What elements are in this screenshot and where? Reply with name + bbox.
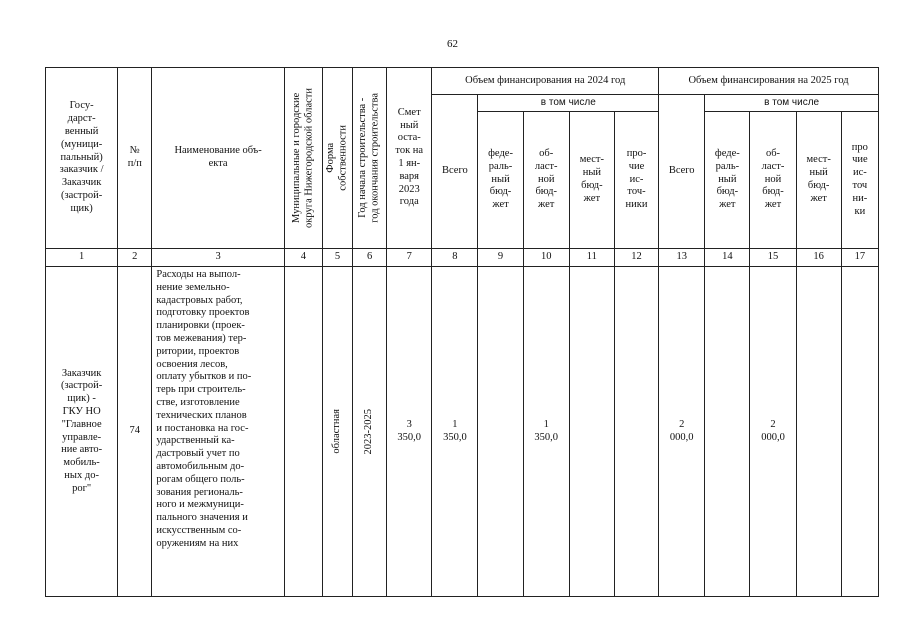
- header-regional-2025: об- ласт- ной бюд- жет: [750, 112, 796, 249]
- header-object-name: Наименование объ- екта: [152, 68, 284, 249]
- header-local-2024: мест- ный бюд- жет: [569, 112, 614, 249]
- cell-federal-2025: [705, 267, 750, 597]
- column-number: 17: [841, 249, 878, 267]
- header-local-2025: мест- ный бюд- жет: [796, 112, 841, 249]
- financing-table: [45, 67, 879, 597]
- header-including-2024: в том числе: [478, 95, 659, 112]
- header-federal-2024: феде- раль- ный бюд- жет: [478, 112, 523, 249]
- header-total-2025: Всего: [659, 95, 705, 249]
- cell-other-2025: [841, 267, 878, 597]
- column-number: 12: [614, 249, 658, 267]
- column-number: 6: [353, 249, 387, 267]
- cell-total-2025: 2 000,0: [659, 267, 705, 597]
- column-number: 16: [796, 249, 841, 267]
- header-years: Год начала строительства - год окончания строительства: [353, 68, 387, 249]
- cell-regional-2024: 1 350,0: [523, 267, 569, 597]
- table-row: [46, 267, 879, 597]
- column-number: 13: [659, 249, 705, 267]
- column-number: 1: [46, 249, 118, 267]
- header-total-2024: Всего: [432, 95, 478, 249]
- header-num: № п/п: [118, 68, 152, 249]
- cell-local-2024: [569, 267, 614, 597]
- cell-estimated-balance: 3 350,0: [387, 267, 432, 597]
- page-number: 62: [447, 38, 458, 50]
- column-number: 3: [152, 249, 284, 267]
- cell-regional-2025: 2 000,0: [750, 267, 796, 597]
- cell-total-2024: 1 350,0: [432, 267, 478, 597]
- header-regional-2024: об- ласт- ной бюд- жет: [523, 112, 569, 249]
- cell-local-2025: [796, 267, 841, 597]
- cell-federal-2024: [478, 267, 523, 597]
- cell-ownership: областная: [322, 267, 352, 597]
- header-funding-2024: Объем финансирования на 2024 год: [432, 68, 659, 95]
- cell-years: 2023-2025: [353, 267, 387, 597]
- column-number: 4: [284, 249, 322, 267]
- column-number: 2: [118, 249, 152, 267]
- header-other-2024: про- чие ис- точ- ники: [614, 112, 658, 249]
- column-number: 5: [322, 249, 352, 267]
- cell-other-2024: [614, 267, 658, 597]
- header-estimated-balance: Смет ный оста- ток на 1 ян- варя 2023 года: [387, 68, 432, 249]
- column-number: 11: [569, 249, 614, 267]
- column-number: 10: [523, 249, 569, 267]
- header-including-2025: в том числе: [705, 95, 879, 112]
- header-customer: Госу- дарст- венный (муници- пальный) заказчик / Заказчик (застрой- щик): [46, 68, 118, 249]
- cell-num: 74: [118, 267, 152, 597]
- column-number: 9: [478, 249, 523, 267]
- column-number: 15: [750, 249, 796, 267]
- column-number-row: [46, 249, 879, 267]
- header-other-2025: про чие ис- точ ни- ки: [841, 112, 878, 249]
- cell-object-name: Расходы на выпол- нение земельно- кадастровых работ, подготовку проектов планировки (проек- тов межевания) тер- ритории, проектов освоения лесов, оплату убытков и по- терь при строитель- стве, изготовление технических планов и постановка на гос- ударственный ка- дастровый учет по автомобильным до- рогам общего поль- зования региональ- ного и межмуници- пального значения и искусственным со- оружениям на них: [152, 267, 284, 597]
- header-federal-2025: феде- раль- ный бюд- жет: [705, 112, 750, 249]
- column-number: 7: [387, 249, 432, 267]
- header-funding-2025: Объем финансирования на 2025 год: [659, 68, 879, 95]
- column-number: 14: [705, 249, 750, 267]
- header-districts: Муниципальные и городские округа Нижегородской области: [284, 68, 322, 249]
- column-number: 8: [432, 249, 478, 267]
- header-ownership: Форма собственности: [322, 68, 352, 249]
- cell-customer: Заказчик (застрой- щик) - ГКУ НО "Главное управле- ние авто- мобиль- ных до- рог": [46, 267, 118, 597]
- cell-districts: [284, 267, 322, 597]
